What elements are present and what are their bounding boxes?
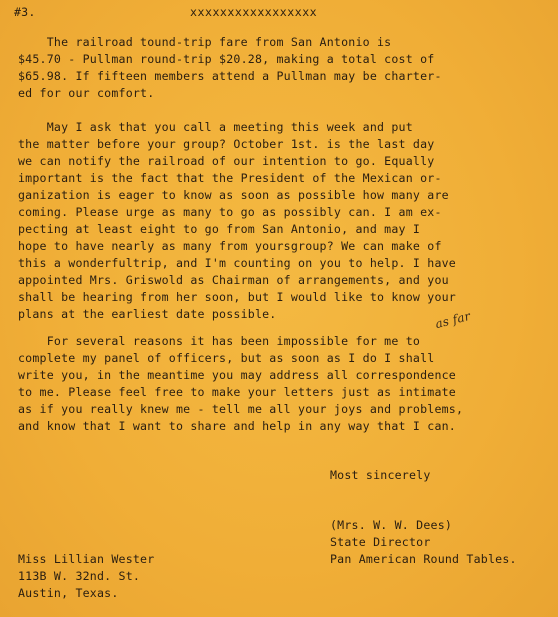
recipient-city: Austin, Texas. <box>18 586 119 600</box>
body-line: this a wonderfultrip, and I'm counting on you to help. I have <box>18 256 456 270</box>
body-line: appointed Mrs. Griswold as Chairman of arrangements, and you <box>18 273 449 287</box>
strikeout-header: xxxxxxxxxxxxxxxxx <box>190 5 318 19</box>
recipient-name: Miss Lillian Wester <box>18 552 155 566</box>
page-number: #3. <box>14 5 36 19</box>
body-line: important is the fact that the President of the Mexican or- <box>18 171 442 185</box>
body-line: ganization is eager to know as soon as possible how many are <box>18 188 449 202</box>
body-line: For several reasons it has been impossible for me to <box>18 334 421 348</box>
body-line: hope to have nearly as many from yoursgroup? We can make of <box>18 239 442 253</box>
signer-organization: Pan American Round Tables. <box>330 552 517 566</box>
body-line: ed for our comfort. <box>18 86 155 100</box>
body-line: plans at the earliest date possible. <box>18 307 277 321</box>
body-line: May I ask that you call a meeting this week and put <box>18 120 413 134</box>
body-line: $65.98. If fifteen members attend a Pullman may be charter- <box>18 69 442 83</box>
signer-name: (Mrs. W. W. Dees) <box>330 518 453 532</box>
body-line: complete my panel of officers, but as soon as I do I shall <box>18 351 435 365</box>
handwritten-annotation: as far <box>433 308 472 332</box>
body-line: and know that I want to share and help in any way that I can. <box>18 419 456 433</box>
signer-title: State Director <box>330 535 431 549</box>
body-line: as if you really knew me - tell me all your joys and problems, <box>18 402 464 416</box>
body-line: the matter before your group? October 1st. is the last day <box>18 137 435 151</box>
body-line: shall be hearing from her soon, but I would like to know your <box>18 290 456 304</box>
body-line: write you, in the meantime you may address all correspondence <box>18 368 456 382</box>
body-line: pecting at least eight to go from San Antonio, and may I <box>18 222 421 236</box>
body-line: to me. Please feel free to make your letters just as intimate <box>18 385 456 399</box>
closing-salutation: Most sincerely <box>330 468 431 482</box>
body-line: $45.70 - Pullman round-trip $20.28, making a total cost of <box>18 52 435 66</box>
body-line: The railroad tound-trip fare from San Antonio is <box>18 35 392 49</box>
recipient-street: 113B W. 32nd. St. <box>18 569 141 583</box>
body-line: coming. Please urge as many to go as possibly can. I am ex- <box>18 205 442 219</box>
body-line: we can notify the railroad of our intention to go. Equally <box>18 154 435 168</box>
